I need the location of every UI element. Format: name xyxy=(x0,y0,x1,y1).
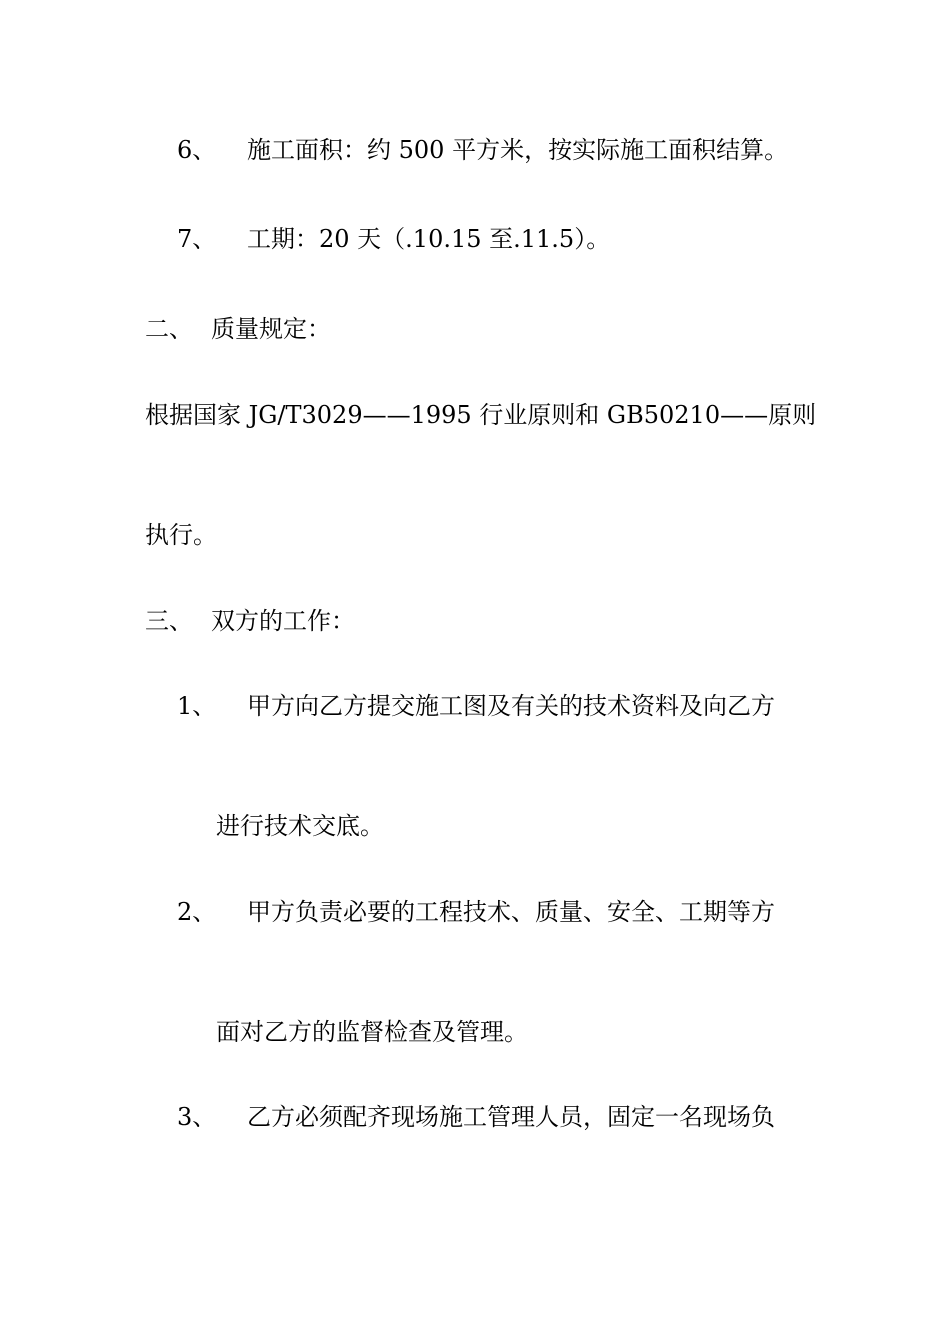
item-text: 甲方负责必要的工程技术、质量、安全、工期等方 xyxy=(247,898,775,926)
section-title: 双方的工作： xyxy=(211,607,355,635)
duty-item-3 xyxy=(177,1101,775,1133)
item-text: 面对乙方的监督检查及管理。 xyxy=(216,1018,528,1046)
item-number: 6、 xyxy=(177,136,217,164)
item-text: 甲方向乙方提交施工图及有关的技术资料及向乙方 xyxy=(247,692,775,720)
item-number: 1、 xyxy=(177,692,217,720)
section-title: 质量规定： xyxy=(211,315,331,343)
paragraph-line xyxy=(145,519,217,551)
duty-item-1 xyxy=(177,690,775,722)
section-number: 二、 xyxy=(145,315,193,343)
item-text: 乙方必须配齐现场施工管理人员，固定一名现场负 xyxy=(247,1103,775,1131)
section-heading-quality xyxy=(145,313,331,345)
item-text: 施工面积：约 500 平方米，按实际施工面积结算。 xyxy=(247,136,789,164)
paragraph-text: 根据国家 JG/T3029——1995 行业原则和 GB50210——原则 xyxy=(145,401,817,429)
item-6 xyxy=(177,134,788,166)
item-continuation xyxy=(216,810,384,842)
paragraph-text: 执行。 xyxy=(145,521,217,549)
duty-item-2 xyxy=(177,896,775,928)
item-number: 3、 xyxy=(177,1103,217,1131)
section-number: 三、 xyxy=(145,607,193,635)
item-number: 7、 xyxy=(177,225,217,253)
item-7 xyxy=(177,223,610,255)
section-heading-duties xyxy=(145,605,355,637)
paragraph-line xyxy=(145,399,816,431)
item-number: 2、 xyxy=(177,898,217,926)
item-text: 进行技术交底。 xyxy=(216,812,384,840)
item-continuation xyxy=(216,1016,528,1048)
item-text: 工期：20 天（.10.15 至.11.5）。 xyxy=(247,225,611,253)
